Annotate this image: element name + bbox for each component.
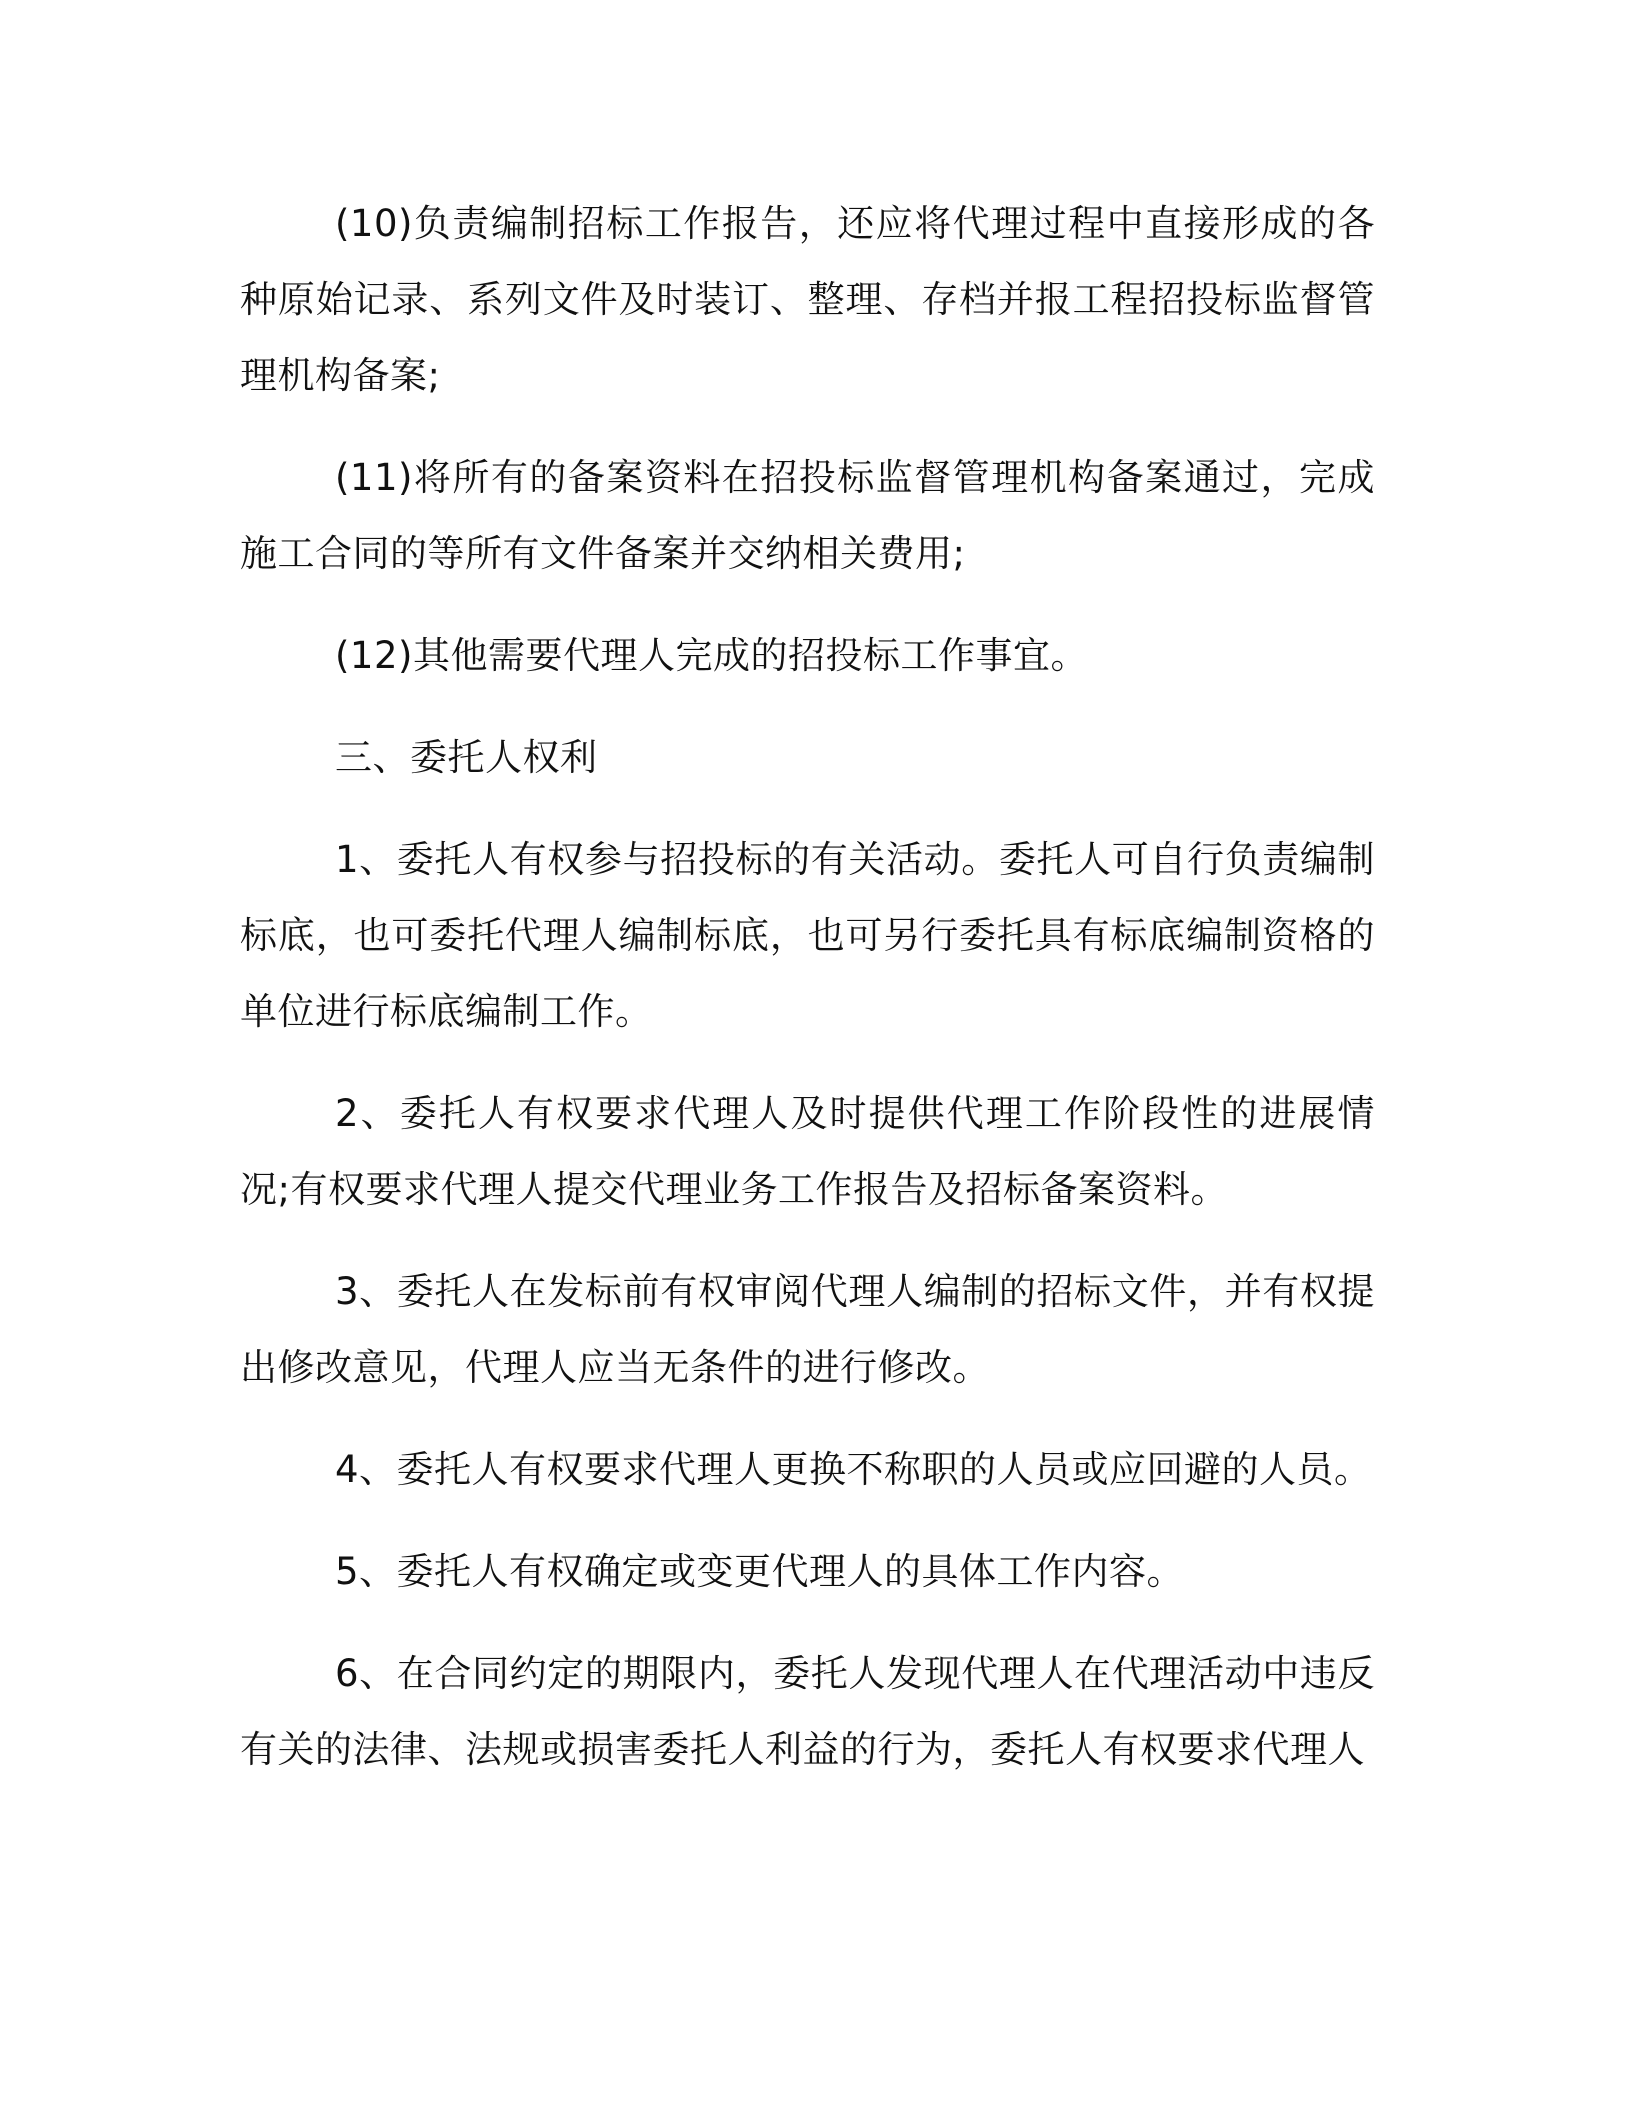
document-page xyxy=(240,186,1375,1788)
section-heading-client-rights: 三、委托人权利 xyxy=(335,736,598,779)
paragraph-item-12: (12)其他需要代理人完成的招投标工作事宜。 xyxy=(335,634,1088,677)
paragraph-right-2: 2、委托人有权要求代理人及时提供代理工作阶段性的进展情况;有权要求代理人提交代理业务工作报告及招标备案资料。 xyxy=(240,1092,1375,1211)
paragraph-right-1: 1、委托人有权参与招投标的有关活动。委托人可自行负责编制标底，也可委托代理人编制标底，也可另行委托具有标底编制资格的单位进行标底编制工作。 xyxy=(240,838,1375,1033)
paragraph-right-4: 4、委托人有权要求代理人更换不称职的人员或应回避的人员。 xyxy=(335,1448,1372,1491)
paragraph-item-10: (10)负责编制招标工作报告，还应将代理过程中直接形成的各种原始记录、系列文件及时装订、整理、存档并报工程招投标监督管理机构备案; xyxy=(240,202,1375,397)
paragraph-right-6: 6、在合同约定的期限内，委托人发现代理人在代理活动中违反有关的法律、法规或损害委托人利益的行为，委托人有权要求代理人 xyxy=(240,1652,1375,1771)
paragraph-right-5: 5、委托人有权确定或变更代理人的具体工作内容。 xyxy=(335,1550,1185,1593)
paragraph-item-11: (11)将所有的备案资料在招投标监督管理机构备案通过，完成施工合同的等所有文件备案并交纳相关费用; xyxy=(240,456,1375,575)
paragraph-right-3: 3、委托人在发标前有权审阅代理人编制的招标文件，并有权提出修改意见，代理人应当无条件的进行修改。 xyxy=(240,1270,1375,1389)
